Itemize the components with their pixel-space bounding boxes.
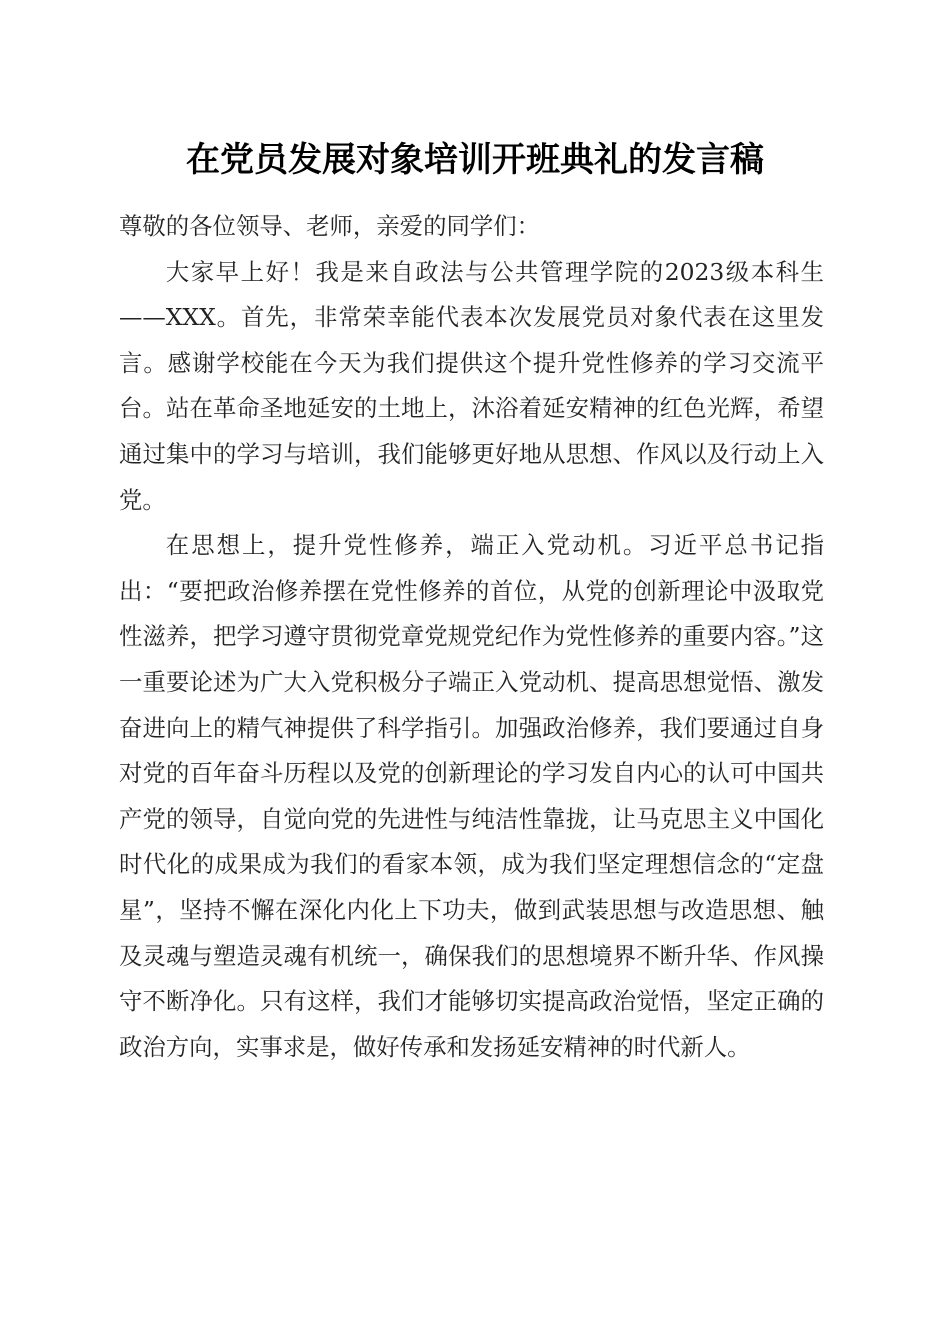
document-body (119, 204, 824, 1070)
paragraph-intro: 大家早上好！我是来自政法与公共管理学院的2023级本科生——XXX。首先，非常荣幸能代表本次发展党员对象代表在这里发言。感谢学校能在今天为我们提供这个提升党性修养的学习交流平台。站在革命圣地延安的土地上，沐浴着延安精神的红色光辉，希望通过集中的学习与培训，我们能够更好地从思想、作风以及行动上入党。 (119, 257, 824, 514)
paragraph-thought: 在思想上，提升党性修养，端正入党动机。习近平总书记指出：“要把政治修养摆在党性修养的首位，从党的创新理论中汲取党性滋养，把学习遵守贯彻党章党规党纪作为党性修养的重要内容。”这一重要论述为广大入党积极分子端正入党动机、提高思想觉悟、激发奋进向上的精气神提供了科学指引。加强政治修养，我们要通过自身对党的百年奋斗历程以及党的创新理论的学习发自内心的认可中国共产党的领导，自觉向党的先进性与纯洁性靠拢，让马克思主义中国化时代化的成果成为我们的看家本领，成为我们坚定理想信念的“定盘星”，坚持不懈在深化内化上下功夫，做到武装思想与改造思想、触及灵魂与塑造灵魂有机统一，确保我们的思想境界不断升华、作风操守不断净化。只有这样，我们才能够切实提高政治觉悟，坚定正确的政治方向，实事求是，做好传承和发扬延安精神的时代新人。 (119, 531, 824, 1061)
salutation: 尊敬的各位领导、老师，亲爱的同学们： (119, 212, 541, 240)
document-title: 在党员发展对象培训开班典礼的发言稿 (186, 140, 764, 180)
